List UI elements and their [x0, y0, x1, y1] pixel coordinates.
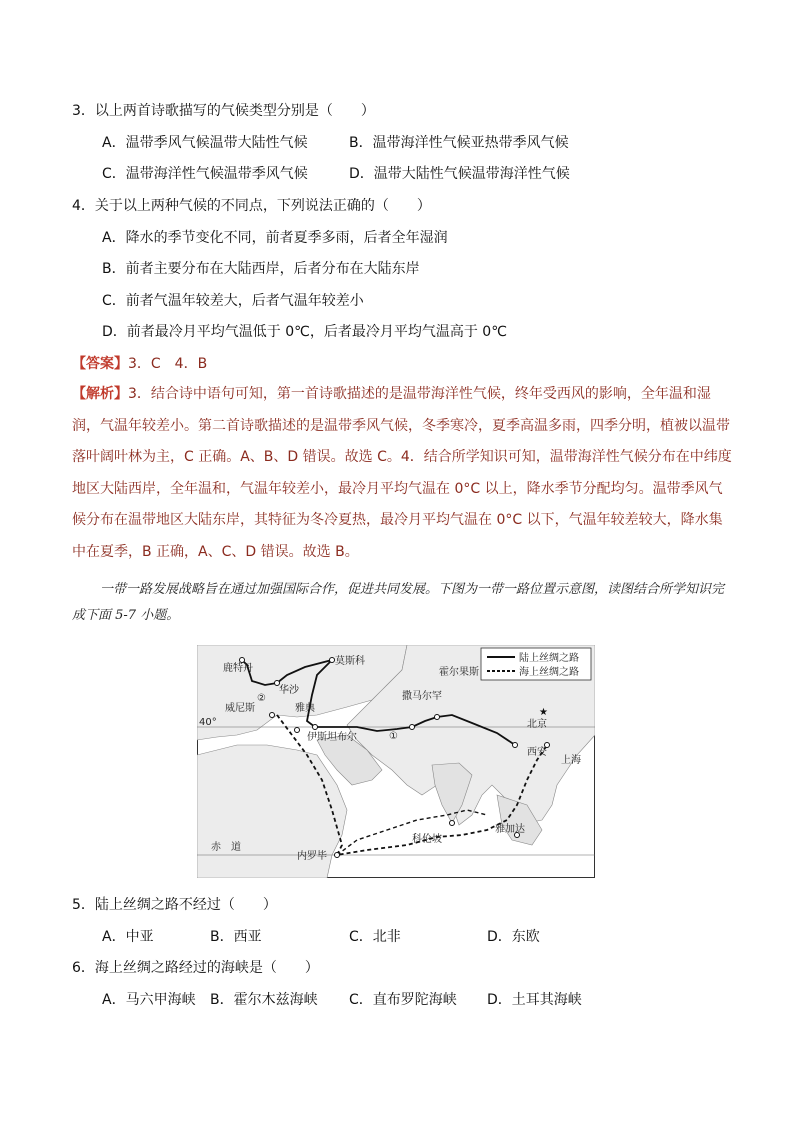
label-colombo: 科伦坡	[412, 834, 442, 845]
city-dot-colombo	[450, 821, 455, 826]
q4-option-d: D．前者最冷月平均气温低于 0℃，后者最冷月平均气温高于 0℃	[102, 324, 507, 340]
label-xian: 西安	[527, 747, 547, 758]
legend-land-label: 陆上丝绸之路	[519, 653, 579, 664]
label-nairobi: 内罗毕	[297, 851, 327, 862]
belt-and-road-map	[197, 645, 595, 878]
q5-option-b: B．西亚	[210, 929, 262, 945]
city-dot-athens	[295, 728, 300, 733]
q6-option-c: C．直布罗陀海峡	[349, 992, 457, 1008]
intro-paragraph: 一带一路发展战略旨在通过加强国际合作，促进共同发展。下图为一带一路位置示意图，读图结合所学知识完成下面 5-7 小题。	[72, 582, 725, 623]
q6-option-a: A．马六甲海峡	[102, 992, 196, 1008]
analysis-paragraph	[72, 379, 732, 568]
analysis-tag: 【解析】	[72, 386, 128, 402]
city-dot-nairobi	[335, 853, 340, 858]
label-circle-1: ①	[389, 731, 398, 742]
q6-option-b: B．霍尔木兹海峡	[210, 992, 318, 1008]
city-dot-moscow	[330, 658, 335, 663]
legend-sea-label: 海上丝绸之路	[519, 667, 579, 678]
label-circle-2: ②	[257, 693, 266, 704]
city-dot-rotterdam	[240, 658, 245, 663]
answer-text: 3．C 4．B	[128, 356, 208, 372]
q5-option-c: C．北非	[349, 929, 401, 945]
q5-option-a: A．中亚	[102, 929, 154, 945]
label-athens: 雅典	[295, 703, 315, 714]
q4-option-b: B．前者主要分布在大陆西岸，后者分布在大陆东岸	[102, 261, 420, 277]
label-jakarta: 雅加达	[495, 824, 525, 835]
q6-option-d: D．土耳其海峡	[487, 992, 582, 1008]
q4-option-a: A．降水的季节变化不同，前者夏季多雨，后者全年湿润	[102, 230, 448, 246]
q3-option-b: B．温带海洋性气候亚热带季风气候	[349, 135, 569, 151]
city-dot-istanbul	[313, 725, 318, 730]
q4-stem: 4．关于以上两种气候的不同点，下列说法正确的（ ）	[72, 198, 431, 214]
answer-line	[72, 354, 207, 374]
q5-option-d: D．东欧	[487, 929, 540, 945]
label-khorgos: 霍尔果斯	[439, 667, 479, 678]
q5-stem: 5．陆上丝绸之路不经过（ ）	[72, 897, 277, 913]
label-rotterdam: 鹿特丹	[223, 663, 253, 674]
q3-option-d: D．温带大陆性气候温带海洋性气候	[349, 166, 570, 182]
city-dot-samarkand	[410, 725, 415, 730]
label-beijing: 北京	[527, 719, 547, 730]
label-warsaw: 华沙	[279, 685, 299, 696]
q6-stem: 6．海上丝绸之路经过的海峡是（ ）	[72, 960, 319, 976]
label-istanbul: 伊斯坦布尔	[307, 732, 357, 743]
q3-stem: 3．以上两首诗歌描写的气候类型分别是（ ）	[72, 103, 375, 119]
city-dot-khorgos	[435, 715, 440, 720]
city-dot-xian	[513, 743, 518, 748]
label-lat40: 40°	[199, 717, 217, 728]
label-moscow: 莫斯科	[335, 656, 365, 667]
city-dot-venice	[270, 713, 275, 718]
label-equator: 赤 道	[211, 842, 241, 853]
q3-option-c: C．温带海洋性气候温带季风气候	[102, 166, 308, 182]
q4-option-c: C．前者气温年较差大，后者气温年较差小	[102, 293, 364, 309]
q3-option-a: A．温带季风气候温带大陆性气候	[102, 135, 308, 151]
answer-tag: 【答案】	[72, 356, 128, 372]
beijing-star: ★	[539, 707, 548, 718]
label-samarkand: 撒马尔罕	[402, 691, 442, 702]
analysis-text: 3．结合诗中语句可知，第一首诗歌描述的是温带海洋性气候，终年受西风的影响，全年温和湿润，气温年较差小。第二首诗歌描述的是温带季风气候，冬季寒冷，夏季高温多雨，四季分明，植被以温带落叶阔叶林为主，C 正确。A、B、D 错误。故选 C。4．结合所学知识可知，温带海洋性气候分布在中纬度地区大陆西岸，全年温和，气温年较差小，最冷月平均气温在 0°C 以上，降水季节分配均匀。温带季风气候分布在温带地区大陆东岸，其特征为冬冷夏热，最冷月平均气温在 0°C 以下，气温年较差较大，降水集中在夏季，B 正确，A、C、D 错误。故选 B。	[72, 386, 732, 560]
label-shanghai: 上海	[561, 755, 581, 766]
label-venice: 威尼斯	[225, 703, 255, 714]
